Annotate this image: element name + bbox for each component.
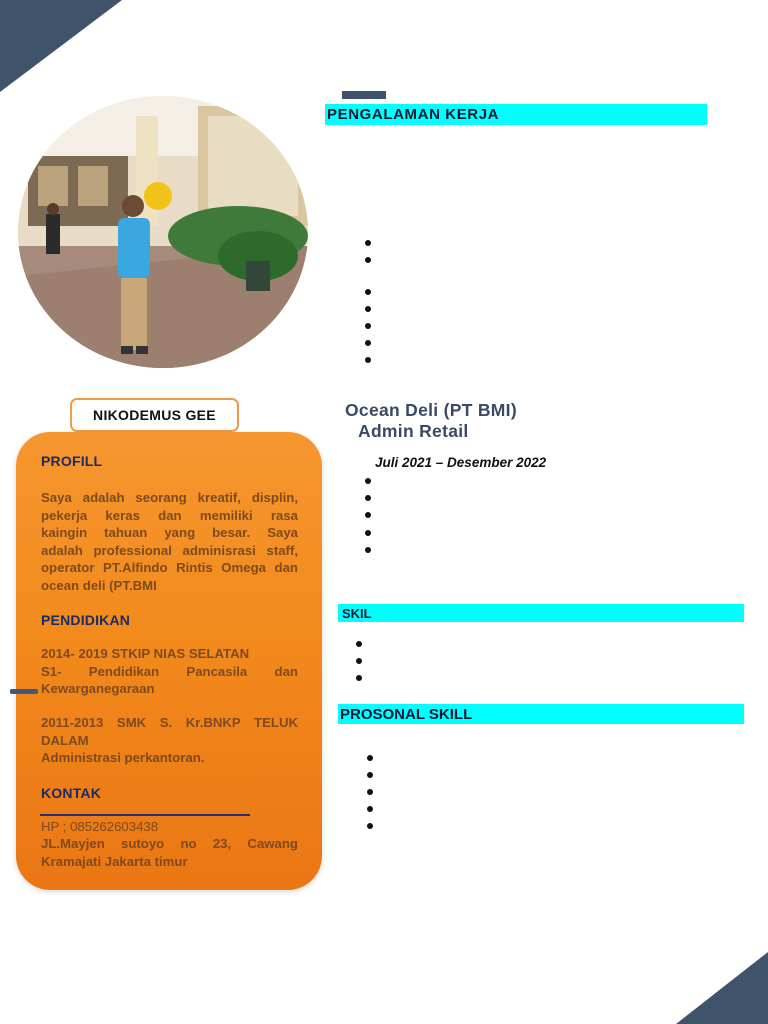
- kontak-underline: [40, 814, 250, 816]
- bullet: [365, 323, 371, 329]
- profill-line: operator PT.Alfindo Rintis Omega dan: [41, 560, 298, 575]
- bullet: [365, 257, 371, 263]
- profill-line: pekerja keras dan memiliki rasa: [41, 507, 298, 523]
- profill-line: ocean deli (PT.BMI: [41, 577, 157, 593]
- bullet: [367, 823, 373, 829]
- job-period: Juli 2021 – Desember 2022: [375, 455, 547, 470]
- side-marker: [10, 689, 38, 694]
- bullet: [367, 755, 373, 761]
- pendidikan-heading: PENDIDIKAN: [41, 612, 131, 628]
- education-entry-2: [41, 714, 298, 767]
- corner-decoration-top-left: [0, 0, 122, 92]
- education-line: 2011-2013 SMK S. Kr.BNKP TELUK: [41, 715, 298, 730]
- name-label: NIKODEMUS GEE: [70, 398, 239, 432]
- education-line: Administrasi perkantoran.: [41, 750, 205, 765]
- bullet: [365, 547, 371, 553]
- bullet: [365, 357, 371, 363]
- profill-heading: PROFILL: [41, 453, 103, 469]
- profill-line: Saya adalah seorang kreatif, displin,: [41, 490, 298, 505]
- bullet: [365, 340, 371, 346]
- profill-line: kaingin tahuan yang besar. Saya: [41, 525, 298, 540]
- bullet: [365, 289, 371, 295]
- profill-text: [41, 489, 298, 594]
- bullet: [365, 530, 371, 536]
- address-text: [41, 835, 298, 870]
- bullet: [367, 806, 373, 812]
- bullet: [365, 495, 371, 501]
- bullet: [367, 772, 373, 778]
- personal-skills-heading: PROSONAL SKILL: [338, 704, 744, 724]
- corner-decoration-bottom-right: [676, 952, 768, 1024]
- education-entry-1: [41, 645, 298, 698]
- profile-photo: [18, 96, 308, 368]
- education-line: S1- Pendidikan Pancasila dan: [41, 663, 298, 679]
- bullet: [365, 478, 371, 484]
- profill-line: adalah professional adminisrasi staff,: [41, 542, 298, 558]
- company-name: Ocean Deli (PT BMI): [345, 400, 517, 420]
- bullet: [365, 512, 371, 518]
- bullet: [365, 306, 371, 312]
- bullet: [356, 641, 362, 647]
- bullet: [365, 240, 371, 246]
- kontak-heading: KONTAK: [41, 785, 102, 801]
- education-line: DALAM: [41, 732, 89, 748]
- job-role: Admin Retail: [358, 421, 469, 441]
- phone-text: HP ; 085262603438: [41, 819, 159, 834]
- bullet: [367, 789, 373, 795]
- profile-photo-illustration: [18, 96, 308, 368]
- experience-heading: PENGALAMAN KERJA: [325, 104, 707, 125]
- bullet: [356, 658, 362, 664]
- bullet: [356, 675, 362, 681]
- skills-heading: SKIL: [338, 604, 744, 622]
- address-line: Kramajati Jakarta timur: [41, 853, 188, 869]
- header-accent-bar: [342, 91, 386, 99]
- education-line: Kewarganegaraan: [41, 681, 155, 696]
- education-line: 2014- 2019 STKIP NIAS SELATAN: [41, 646, 250, 661]
- address-line: JL.Mayjen sutoyo no 23, Cawang: [41, 836, 298, 851]
